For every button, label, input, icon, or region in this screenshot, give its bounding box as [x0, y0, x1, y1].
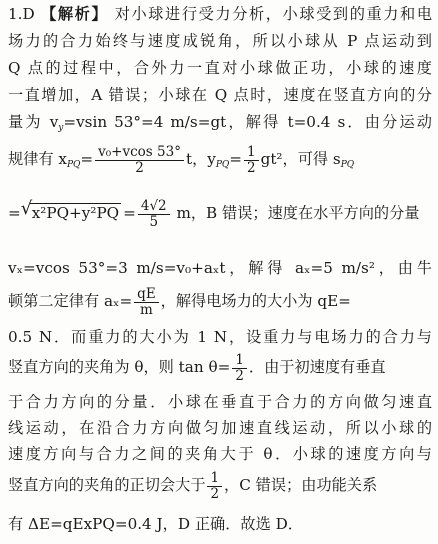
fraction-one-half: $\frac{1}{2}$ — [232, 353, 247, 384]
line-9: 顿第二定律有 aₓ= $\frac{qE}{m}$ ，解得电场力的大小为 qE= — [8, 285, 351, 318]
fraction-qe-over-m: $\frac{qE}{m}$ — [134, 287, 159, 318]
line-14: 速度方向与合力之间的夹角大于 θ．小球的速度方向与 — [8, 445, 432, 463]
line-3: Q 点的过程中，合外力一直对小球做正功，小球的速度 — [8, 59, 432, 77]
line-8: vₓ=vcos 53°=3 m/s=v₀+aₓt，解得 aₓ=5 m/s²，由牛 — [8, 259, 432, 277]
answer-number: 1.D — [8, 5, 35, 23]
sqrt-expression: √ x²PQ+y²PQ — [20, 198, 120, 222]
line-11: 竖直方向的夹角为 θ，则 tan θ= $\frac{1}{2}$ ．由于初速度有垂直 — [8, 351, 386, 384]
line-15: 竖直方向的夹角的正切会大于 $\frac{1}{2}$ ，C 错误；由功能关系 — [8, 469, 378, 502]
line-13: 线运动，在沿合力方向做匀加速直线运动，所以小球的 — [8, 419, 432, 437]
line-5: 量为 $v_y=vsin$ 53°=4 m/s=gt，解得 t=0.4 s．由分运动 — [8, 113, 432, 133]
line-16: 有 ΔE=qExPQ=0.4 J，D 正确．故选 D． — [8, 515, 303, 533]
line-10: 0.5 N．而重力的大小为 1 N，设重力与电场力的合力与 — [8, 328, 432, 346]
fraction-one-half-2: $\frac{1}{2}$ — [207, 471, 222, 502]
fraction-xpq: $\frac{\text{v₀+vcos 53°}}{2}$ — [95, 145, 184, 176]
line-1: 1.D 【解析】 对小球进行受力分析，小球受到的重力和电 — [8, 5, 433, 23]
fraction-4root2-over-5: $\frac{4√2}{5}$ — [138, 199, 170, 230]
analysis-tag: 【解析】 — [41, 5, 109, 23]
line-12: 于合力方向的分量．小球在垂直于合力的方向做匀速直 — [8, 393, 432, 411]
line-4: 一直增加，A 错误；小球在 Q 点时，速度在竖直方向的分 — [8, 86, 432, 104]
fraction-half-ypq: $\frac{1}{2}$ — [244, 145, 259, 176]
line-2: 场力的合力始终与速度成锐角，所以小球从 P 点运动到 — [8, 32, 432, 50]
line-7: = √ x²PQ+y²PQ = $\frac{4√2}{5}$ m，B 错误；速度在水平方向的分量 — [8, 197, 420, 230]
line-6: 规律有 $x_{PQ}=$ $\frac{\text{v₀+vcos 53°}}{2}$ t，$y_{PQ}=$ $\frac{1}{2}$ gt²，可得 $s_{PQ}$ — [8, 143, 355, 176]
